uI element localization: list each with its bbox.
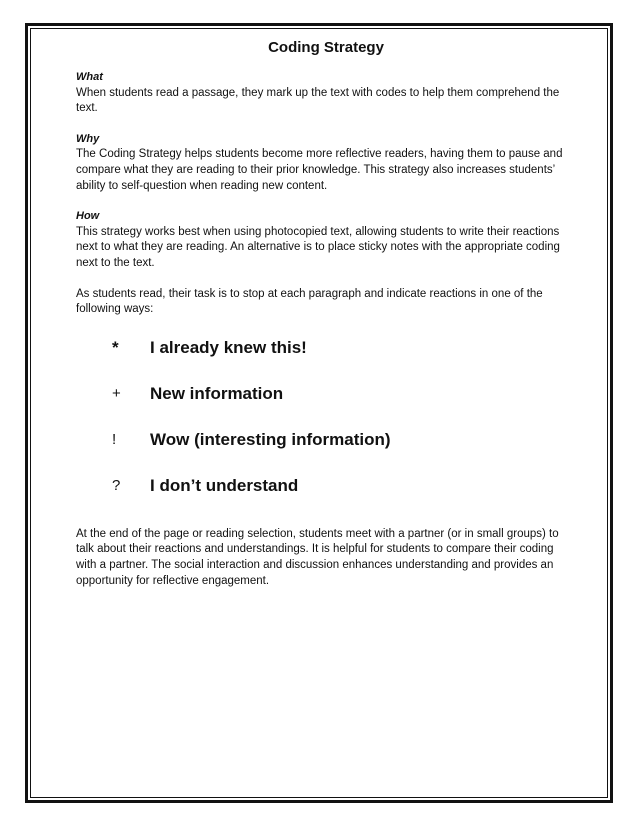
how-heading: How bbox=[76, 210, 100, 223]
task-paragraph: As students read, their task is to stop at each paragraph and indicate reactions in one of the following ways: bbox=[76, 287, 543, 316]
document-body bbox=[76, 38, 564, 604]
code-item-dont-understand bbox=[76, 463, 564, 509]
why-heading: Why bbox=[76, 132, 100, 145]
code-label-already-knew: I already knew this! bbox=[150, 337, 307, 357]
how-paragraph: This strategy works best when using photocopied text, allowing students to write their reactions next to what they are reading. An alternative is to place sticky notes with the appropriate coding next to the text. bbox=[76, 225, 560, 269]
code-item-already-knew bbox=[76, 325, 564, 371]
code-item-wow bbox=[76, 417, 564, 463]
code-symbol-question: ? bbox=[112, 476, 121, 494]
code-label-new-information: New information bbox=[150, 383, 284, 403]
code-list bbox=[76, 325, 564, 509]
code-symbol-exclamation: ! bbox=[112, 430, 117, 448]
closing-paragraph: At the end of the page or reading selection, students meet with a partner (or in small groups) to talk about their reactions and understandings. It is helpful for students to compare their coding with a partner. The social interaction and discussion enhances understanding and provides an opportunity for reflective engagement. bbox=[76, 527, 559, 587]
what-paragraph: When students read a passage, they mark up the text with codes to help them comprehend the text. bbox=[76, 86, 560, 115]
why-paragraph: The Coding Strategy helps students become more reflective readers, having them to pause and compare what they are reading to their prior knowledge. This strategy also increases students’ ability to self-question when reading new content. bbox=[76, 148, 563, 192]
what-heading: What bbox=[76, 71, 103, 83]
code-symbol-asterisk: * bbox=[112, 337, 119, 357]
code-item-new-information bbox=[76, 371, 564, 417]
page-title: Coding Strategy bbox=[268, 39, 384, 56]
code-label-wow: Wow (interesting information) bbox=[150, 429, 391, 449]
code-label-dont-understand: I don’t understand bbox=[150, 475, 299, 495]
code-symbol-plus: + bbox=[112, 384, 121, 402]
